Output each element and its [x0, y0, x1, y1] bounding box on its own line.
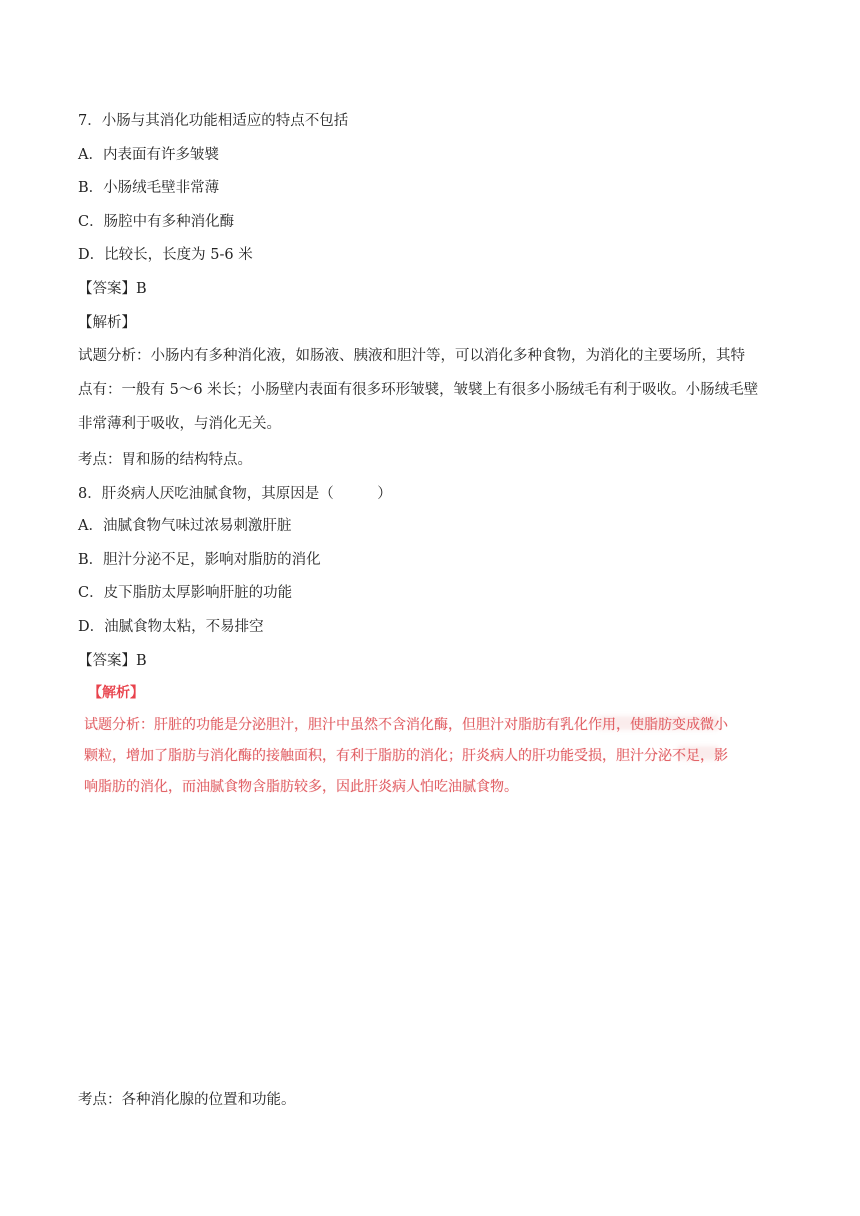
q7-option-d: D．比较长，长度为 5-6 米	[78, 247, 253, 263]
q8-stem: 8．肝炎病人厌吃油腻食物，其原因是（ ）	[78, 486, 392, 502]
q7-option-a: A．内表面有许多皱襞	[78, 147, 219, 163]
q8-option-d: D．油腻食物太粘，不易排空	[78, 619, 264, 635]
q8-analysis-image	[78, 682, 728, 802]
q7-analysis-line-3: 非常薄利于吸收，与消化无关。	[78, 416, 281, 432]
q8-option-a: A．油腻食物气味过浓易刺激肝脏	[78, 518, 292, 534]
q8-analysis-line-3: 响脂肪的消化，而油腻食物含脂肪较多，因此肝炎病人怕吃油腻食物。	[84, 779, 518, 795]
q7-option-b: B．小肠绒毛壁非常薄	[78, 180, 220, 196]
q7-option-c: C．肠腔中有多种消化酶	[78, 214, 235, 230]
q8-option-c: C．皮下脂肪太厚影响肝脏的功能	[78, 585, 293, 601]
q8-answer: 【答案】B	[78, 653, 147, 669]
q7-analysis-line-2: 点有：一般有 5～6 米长；小肠壁内表面有很多环形皱襞，皱襞上有很多小肠绒毛有利于吸收。小肠绒毛壁	[78, 382, 759, 398]
q8-analysis-title: 【解析】	[88, 685, 144, 701]
q8-analysis-line-1: 试题分析：肝脏的功能是分泌胆汁，胆汁中虽然不含消化酶，但胆汁对脂肪有乳化作用，使脂肪变成微小	[84, 717, 728, 733]
q7-analysis-line-1: 试题分析：小肠内有多种消化液，如肠液、胰液和胆汁等，可以消化多种食物，为消化的主要场所，其特	[78, 348, 745, 364]
q7-analysis-title: 【解析】	[78, 315, 136, 331]
q8-kaodian: 考点：各种消化腺的位置和功能。	[78, 1092, 296, 1108]
q7-stem: 7．小肠与其消化功能相适应的特点不包括	[78, 113, 349, 129]
q8-option-b: B．胆汁分泌不足，影响对脂肪的消化	[78, 552, 321, 568]
q7-answer: 【答案】B	[78, 281, 147, 297]
q8-analysis-line-2: 颗粒，增加了脂肪与消化酶的接触面积，有利于脂肪的消化；肝炎病人的肝功能受损，胆汁分泌不足，影	[84, 748, 728, 764]
q7-kaodian: 考点：胃和肠的结构特点。	[78, 452, 252, 468]
